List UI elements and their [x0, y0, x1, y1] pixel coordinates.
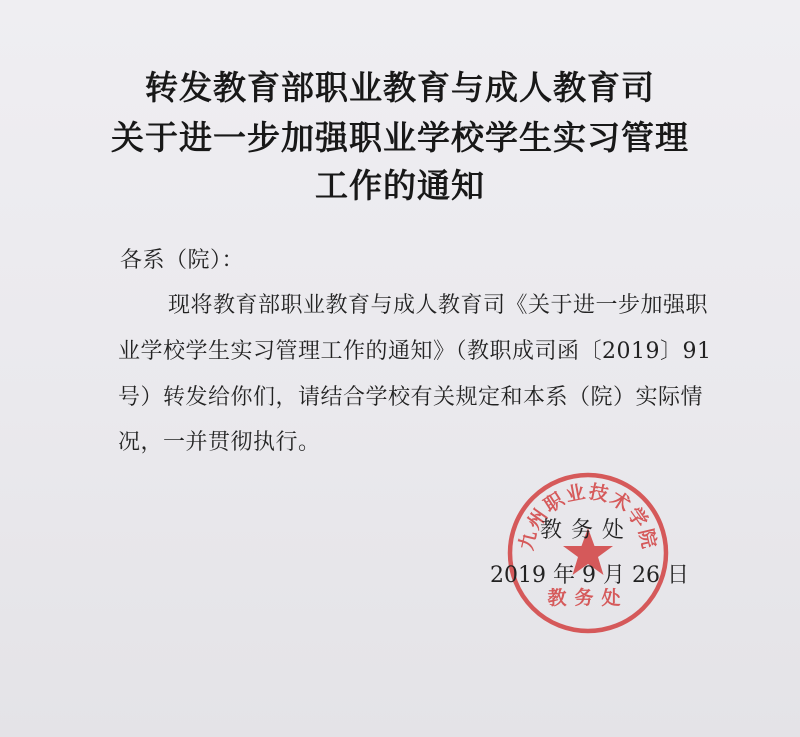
document-title-line-3: 工作的通知: [315, 166, 485, 205]
body-line-1: 现将教育部职业教育与成人教育司《关于进一步加强职: [168, 293, 709, 318]
salutation: 各系（院）：: [120, 248, 245, 273]
svg-text:九州职业技术学院: 九州职业技术学院: [515, 480, 661, 553]
signature-date: 2019 年 9 月 26 日: [490, 563, 689, 588]
body-line-4: 况，一并贯彻执行。: [118, 430, 321, 455]
signer-office: 教务处: [540, 518, 634, 543]
svg-text:教务处: 教务处: [547, 587, 629, 609]
document-title-line-1: 转发教育部职业教育与成人教育司: [145, 68, 655, 107]
body-line-2: 业学校学生实习管理工作的通知》（教职成司函〔2019〕91: [118, 339, 712, 364]
body-line-3: 号）转发给你们，请结合学校有关规定和本系（院）实际情: [118, 385, 704, 410]
official-seal-stamp: [505, 470, 671, 636]
document-title-line-2: 关于进一步加强职业学校学生实习管理: [111, 118, 689, 157]
